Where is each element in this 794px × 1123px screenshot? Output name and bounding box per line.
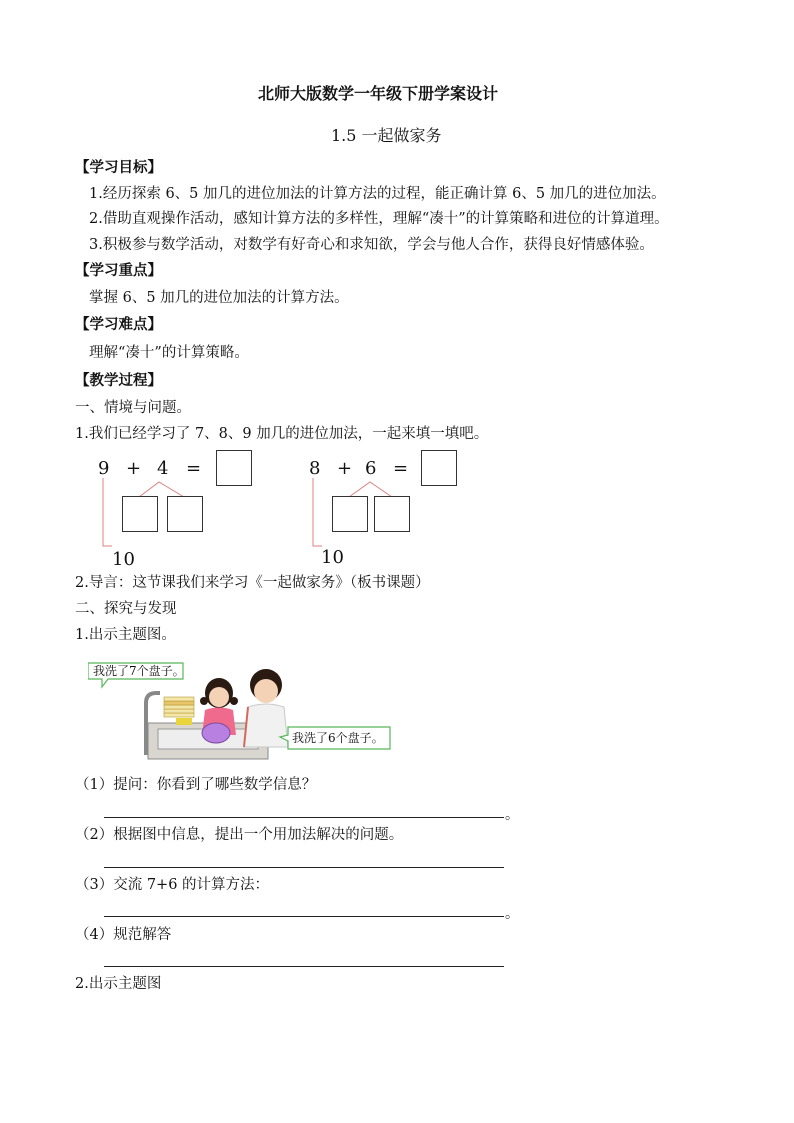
answer-period: 。 [505, 807, 519, 823]
split-box[interactable] [332, 496, 368, 532]
difficulties-heading: 【学习难点】 [75, 316, 162, 333]
objectives-heading: 【学习目标】 [75, 159, 162, 176]
section-heading: 二、探究与发现 [75, 601, 177, 617]
key-points-heading: 【学习重点】 [75, 262, 162, 279]
plus-sign: + [337, 458, 353, 479]
addend-b: 4 [157, 458, 169, 479]
split-box[interactable] [167, 496, 203, 532]
answer-line[interactable] [104, 966, 504, 967]
lesson-title: 1.5 一起做家务 [331, 126, 442, 145]
theme-illustration [88, 655, 398, 765]
answer-line[interactable] [104, 817, 504, 818]
split-box[interactable] [374, 496, 410, 532]
question-3: （3）交流 7+6 的计算方法： [75, 877, 270, 893]
document-title: 北师大版数学一年级下册学案设计 [258, 84, 499, 103]
key-points-text: 掌握 6、5 加几的进位加法的计算方法。 [89, 290, 349, 306]
speech-bubble-boy: 我洗了6个盘子。 [292, 731, 384, 745]
difficulties-text: 理解“凑十”的计算策略。 [89, 345, 249, 361]
objective-item: 1.经历探索 6、5 加几的进位加法的计算方法的过程，能正确计算 6、5 加几的进位加法。 [89, 186, 666, 202]
split-box[interactable] [122, 496, 158, 532]
answer-period: 。 [505, 906, 519, 922]
section-heading: 一、情境与问题。 [75, 400, 191, 416]
speech-bubble-girl: 我洗了7个盘子。 [93, 664, 185, 678]
question-2: （2）根据图中信息，提出一个用加法解决的问题。 [75, 827, 404, 843]
plus-sign: + [126, 458, 142, 479]
addend-b: 6 [365, 458, 377, 479]
process-item: 1.我们已经学习了 7、8、9 加几的进位加法，一起来填一填吧。 [75, 426, 489, 442]
ten-label: 10 [112, 549, 135, 570]
process-heading: 【教学过程】 [75, 372, 162, 389]
process-item: 2.导言：这节课我们来学习《一起做家务》（板书课题） [75, 575, 430, 591]
ten-label: 10 [321, 547, 344, 568]
objective-item: 3.积极参与数学活动，对数学有好奇心和求知欲，学会与他人合作，获得良好情感体验。 [89, 237, 654, 253]
equals-sign: = [186, 458, 202, 479]
answer-box[interactable] [216, 450, 252, 486]
process-item: 1.出示主题图。 [75, 627, 176, 643]
question-4: （4）规范解答 [75, 927, 172, 943]
addend-a: 9 [98, 458, 110, 479]
objective-item: 2.借助直观操作活动，感知计算方法的多样性，理解“凑十”的计算策略和进位的计算道理。 [89, 211, 669, 227]
process-item: 2.出示主题图 [75, 976, 162, 992]
answer-line[interactable] [104, 916, 504, 917]
addend-a: 8 [309, 458, 321, 479]
answer-line[interactable] [104, 867, 504, 868]
answer-box[interactable] [421, 450, 457, 486]
equals-sign: = [393, 458, 409, 479]
question-1: （1）提问：你看到了哪些数学信息？ [75, 777, 317, 793]
